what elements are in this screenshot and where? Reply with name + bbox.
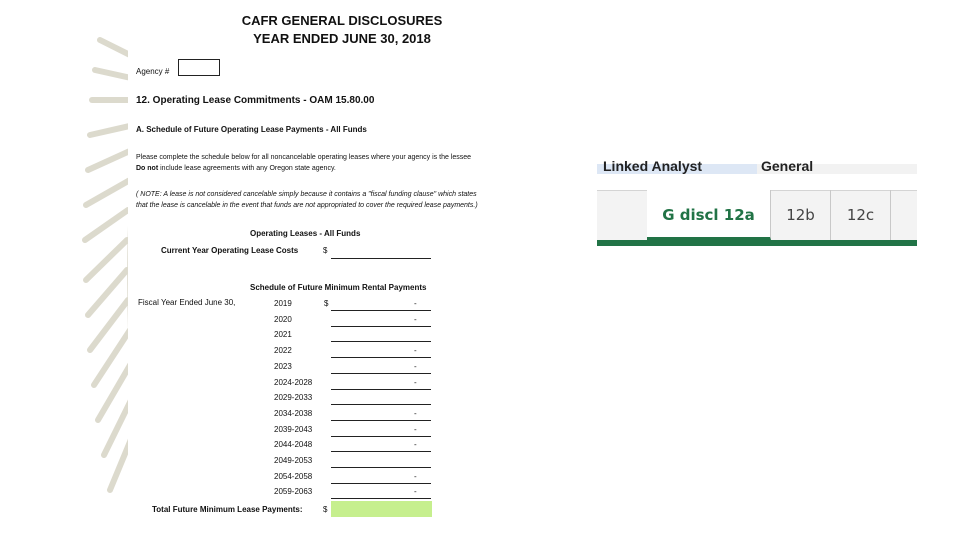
payment-amount-value: - xyxy=(414,424,417,434)
fiscal-year-cell: 2054-2058 xyxy=(274,471,313,481)
payment-amount-value: - xyxy=(414,361,417,371)
fiscal-year-cell: 2049-2053 xyxy=(274,456,313,465)
do-not-emphasis: Do not xyxy=(136,165,159,172)
fiscal-year-cell: 2023 xyxy=(274,361,292,371)
payment-amount-value: - xyxy=(414,314,417,324)
payment-amount-field[interactable] xyxy=(331,310,431,311)
form-title: CAFR GENERAL DISCLOSURES xyxy=(241,13,443,28)
fiscal-year-cell: 2024-2028 xyxy=(274,377,313,387)
ribbon-accent-line xyxy=(597,240,917,246)
tab-g-discl-12a[interactable]: G discl 12a xyxy=(647,190,771,240)
schedule-currency: $ xyxy=(324,299,329,308)
instruction-line-2-rest: include lease agreements with any Oregon state agency. xyxy=(158,165,336,172)
fiscal-year-label: Fiscal Year Ended June 30, xyxy=(138,298,236,307)
payment-amount-field[interactable] xyxy=(331,498,431,499)
cell-text-right: General xyxy=(761,158,814,174)
fiscal-year-cell: 2044-2048 xyxy=(274,440,313,450)
payment-amount-field[interactable] xyxy=(331,326,431,327)
payment-amount-field[interactable] xyxy=(331,389,431,390)
current-costs-label: Current Year Operating Lease Costs xyxy=(161,246,299,255)
payment-amount-value: - xyxy=(414,440,417,450)
agency-input[interactable] xyxy=(178,59,220,76)
cell-text-left: Linked Analyst xyxy=(603,158,703,174)
form-subtitle: YEAR ENDED JUNE 30, 2018 xyxy=(253,31,431,46)
excel-sheet-tabs-screenshot xyxy=(597,158,917,248)
payment-amount-field[interactable] xyxy=(331,373,431,374)
fiscal-year-cell: 2021 xyxy=(274,330,292,340)
fiscal-year-cell: 2039-2043 xyxy=(274,424,313,434)
payment-amount-field[interactable] xyxy=(331,451,431,452)
fiscal-year-cell: 2034-2038 xyxy=(274,408,313,418)
tab-12c[interactable]: 12c xyxy=(831,190,891,240)
payment-amount-value: - xyxy=(414,408,417,418)
current-costs-field[interactable] xyxy=(331,258,431,259)
payment-amount-field[interactable] xyxy=(331,404,431,405)
payment-amount-value: - xyxy=(414,377,417,387)
schedule-heading: Schedule of Future Minimum Rental Payments xyxy=(250,283,427,292)
instruction-line-1: Please complete the schedule below for all noncancelable operating leases where your agency is the lessee xyxy=(136,154,472,161)
tab-12b[interactable]: 12b xyxy=(771,190,831,240)
payment-amount-field[interactable] xyxy=(331,420,431,421)
fiscal-year-cell: 2020 xyxy=(274,314,292,324)
disclosure-form-screenshot xyxy=(128,12,556,524)
note-line-1: ( NOTE: A lease is not considered cancelable simply because it contains a "fiscal funding clause" which states xyxy=(136,191,477,198)
instruction-line-2 xyxy=(136,165,336,172)
payment-amount-value: - xyxy=(414,346,417,356)
block-heading: Operating Leases - All Funds xyxy=(250,229,361,238)
agency-label: Agency # xyxy=(136,67,170,76)
fiscal-year-cell: 2019 xyxy=(274,299,292,308)
payment-amount-value: - xyxy=(414,299,417,308)
schedule-subheading: A. Schedule of Future Operating Lease Payments - All Funds xyxy=(136,125,367,134)
payment-amount-field[interactable] xyxy=(331,483,431,484)
fiscal-year-cell: 2022 xyxy=(274,346,292,356)
payment-amount-value: - xyxy=(414,471,417,481)
note-line-2: that the lease is cancelable in the event that funds are not appropriated to cover the required lease payments.) xyxy=(136,202,478,209)
payment-amount-field[interactable] xyxy=(331,467,431,468)
payment-amount-field[interactable] xyxy=(331,436,431,437)
payment-amount-value: - xyxy=(414,487,417,497)
payment-amount-field[interactable] xyxy=(331,357,431,358)
total-label: Total Future Minimum Lease Payments: xyxy=(152,505,303,514)
fiscal-year-cell: 2059-2063 xyxy=(274,487,313,497)
current-costs-currency: $ xyxy=(323,246,328,255)
total-highlight-cell xyxy=(331,501,432,517)
total-currency: $ xyxy=(323,505,328,514)
fiscal-year-cell: 2029-2033 xyxy=(274,393,313,403)
section-heading: 12. Operating Lease Commitments - OAM 15.80.00 xyxy=(136,95,375,106)
payment-amount-field[interactable] xyxy=(331,341,431,342)
